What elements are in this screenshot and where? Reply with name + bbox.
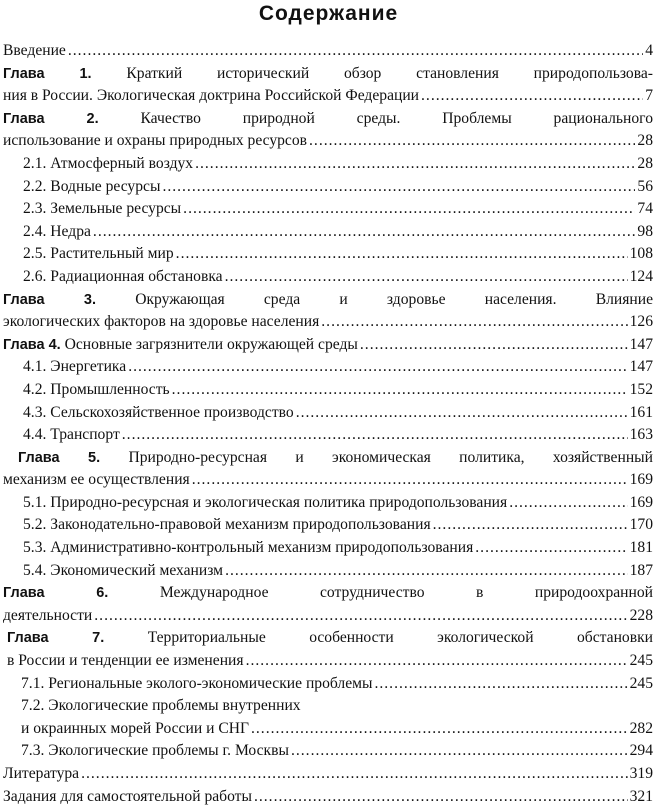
toc-entry-text: Качество природной среды. Проблемы рационального — [140, 109, 653, 127]
leader-dots — [195, 153, 635, 176]
toc-entry-text: Международное сотрудничество в природоохранной — [159, 584, 653, 602]
toc-entry-text: и окраинных морей России и СНГ — [21, 719, 249, 737]
toc-entry-text: 2.6. Радиационная обстановка — [23, 267, 223, 285]
toc-page-number: 294 — [629, 742, 653, 760]
toc-page-number: 74 — [637, 200, 653, 218]
chapter-label: Глава 4. — [3, 336, 61, 353]
toc-entry-text: в России и тенденции ее изменения — [7, 652, 244, 670]
toc-entry-section-2-4[interactable] — [3, 221, 653, 244]
toc-entry-text: 2.1. Атмосферный воздух — [23, 154, 194, 172]
leader-dots — [291, 740, 628, 763]
toc-page-number: 181 — [629, 539, 653, 557]
chapter-label: Глава 2. — [3, 110, 99, 127]
toc-entry-section-7-3[interactable] — [3, 740, 653, 763]
toc-entry-text: механизм ее осуществления — [3, 471, 190, 489]
leader-dots — [81, 763, 628, 786]
toc-entry-chapter-5[interactable] — [3, 447, 653, 492]
toc-page-number: 245 — [629, 652, 653, 670]
chapter-label: Глава 7. — [7, 630, 105, 647]
toc-entry-text: 2.3. Земельные ресурсы — [23, 200, 182, 218]
toc-entry-text: экологических факторов на здоровье населения — [3, 313, 320, 331]
leader-dots — [254, 786, 628, 808]
leader-dots — [225, 560, 628, 583]
toc-entry-text: ния в России. Экологическая доктрина Российской Федерации — [3, 87, 420, 105]
toc-entry-text: использование и охраны природных ресурсов — [3, 132, 308, 150]
chapter-label: Глава 1. — [3, 65, 92, 82]
toc-entry-assignments[interactable] — [3, 786, 653, 808]
leader-dots — [225, 266, 628, 289]
toc-entry-section-7-2[interactable] — [3, 695, 653, 740]
toc-entry-chapter-4[interactable] — [3, 334, 653, 357]
toc-entry-chapter-1[interactable] — [3, 63, 653, 108]
toc-entry-text: 7.1. Региональные эколого-экономические проблемы — [21, 674, 373, 692]
toc-entry-text: 5.3. Административно-контрольный механизм природопользования — [23, 539, 474, 557]
toc-entry-text: 4.1. Энергетика — [23, 358, 127, 376]
toc-page-number: 7 — [645, 87, 653, 105]
leader-dots — [246, 650, 628, 673]
toc-page-number: 228 — [629, 606, 653, 624]
toc-page-number: 163 — [629, 426, 653, 444]
toc-page-number: 282 — [629, 719, 653, 737]
toc-page-number: 126 — [629, 313, 653, 331]
leader-dots — [162, 176, 635, 199]
toc-entry-text: Литература — [3, 765, 80, 782]
toc-entry-text: 2.2. Водные ресурсы — [23, 177, 161, 195]
toc-entry-text: 5.2. Законодательно-правовой механизм природопользования — [23, 516, 431, 534]
toc-page-number: 152 — [629, 380, 653, 398]
toc-entry-text: 5.1. Природно-ресурсная и экологическая политика природопользования — [23, 493, 508, 511]
toc-page-number: 56 — [637, 177, 653, 195]
toc-page-number: 321 — [629, 787, 653, 805]
toc-entry-chapter-2[interactable] — [3, 108, 653, 153]
toc-page-number: 4 — [645, 42, 653, 59]
toc-page-number: 147 — [629, 335, 653, 353]
leader-dots — [93, 221, 635, 244]
table-of-contents — [3, 40, 653, 808]
leader-dots — [128, 356, 627, 379]
leader-dots — [296, 402, 628, 425]
leader-dots — [309, 130, 635, 153]
toc-page-number: 124 — [629, 267, 653, 285]
leader-dots — [475, 537, 627, 560]
leader-dots — [192, 469, 628, 492]
toc-entry-section-5-4[interactable] — [3, 560, 653, 583]
toc-entry-text: Окружающая среда и здоровье населения. Влияние — [135, 290, 654, 308]
leader-dots — [509, 492, 627, 515]
toc-entry-chapter-3[interactable] — [3, 289, 653, 334]
leader-dots — [183, 198, 635, 221]
toc-entry-section-5-1[interactable] — [3, 492, 653, 515]
toc-page-number: 161 — [629, 403, 653, 421]
toc-page-number: 170 — [629, 516, 653, 534]
leader-dots — [251, 718, 628, 741]
leader-dots — [421, 85, 643, 108]
toc-entry-text: Введение — [3, 42, 66, 59]
toc-page-number: 169 — [629, 471, 653, 489]
toc-page-number: 187 — [629, 561, 653, 579]
toc-entry-chapter-7[interactable] — [3, 627, 653, 672]
toc-page-number: 319 — [629, 765, 653, 782]
toc-entry-section-2-3[interactable] — [3, 198, 653, 221]
toc-entry-text: 4.2. Промышленность — [23, 380, 170, 398]
leader-dots — [172, 379, 628, 402]
toc-entry-section-4-1[interactable] — [3, 356, 653, 379]
toc-entry-text: Задания для самостоятельной работы — [3, 787, 252, 805]
toc-entry-section-2-2[interactable] — [3, 176, 653, 199]
toc-page-number: 28 — [637, 132, 653, 150]
toc-page-number: 98 — [637, 222, 653, 240]
chapter-label: Глава 6. — [3, 585, 109, 602]
toc-entry-chapter-6[interactable] — [3, 582, 653, 627]
toc-entry-section-5-2[interactable] — [3, 514, 653, 537]
toc-entry-text: 2.4. Недра — [23, 222, 91, 240]
toc-entry-text: 4.3. Сельскохозяйственное производство — [23, 403, 294, 421]
toc-page-number: 245 — [629, 674, 653, 692]
toc-entry-introduction[interactable] — [3, 40, 653, 63]
toc-entry-text: Краткий исторический обзор становления природопользова- — [126, 64, 653, 82]
leader-dots — [176, 243, 628, 266]
leader-dots — [68, 40, 643, 63]
toc-entry-section-2-1[interactable] — [3, 153, 653, 176]
leader-dots — [360, 334, 628, 357]
chapter-label: Глава 3. — [3, 291, 96, 308]
toc-page-number: 28 — [637, 154, 653, 172]
page-title: Содержание — [258, 2, 399, 25]
toc-entry-text: 2.5. Растительный мир — [23, 245, 174, 263]
toc-entry-section-2-5[interactable] — [3, 243, 653, 266]
toc-entry-text: Природно-ресурсная и экономическая политика, хозяйственный — [128, 448, 653, 466]
toc-entry-text: 7.3. Экологические проблемы г. Москвы — [21, 742, 289, 760]
toc-entry-section-4-2[interactable] — [3, 379, 653, 402]
toc-entry-text: Территориальные особенности экологической обстановки — [147, 629, 653, 647]
toc-entry-text: 4.4. Транспорт — [23, 426, 120, 444]
toc-page-number: 147 — [629, 358, 653, 376]
leader-dots — [433, 514, 628, 537]
toc-entry-literature[interactable] — [3, 763, 653, 786]
leader-dots — [94, 605, 627, 628]
toc-entry-section-7-1[interactable] — [3, 673, 653, 696]
toc-entry-section-5-3[interactable] — [3, 537, 653, 560]
leader-dots — [374, 673, 627, 696]
toc-entry-section-4-4[interactable] — [3, 424, 653, 447]
toc-entry-text: 5.4. Экономический механизм — [23, 561, 224, 579]
toc-entry-section-4-3[interactable] — [3, 402, 653, 425]
leader-dots — [321, 311, 627, 334]
toc-entry-text: 7.2. Экологические проблемы внутренних — [21, 697, 301, 715]
toc-entry-text: деятельности — [3, 606, 93, 624]
toc-page-number: 108 — [629, 245, 653, 263]
toc-page-number: 169 — [629, 493, 653, 511]
chapter-label: Глава 5. — [18, 449, 101, 466]
toc-entry-section-2-6[interactable] — [3, 266, 653, 289]
leader-dots — [122, 424, 628, 447]
toc-entry-text: Основные загрязнители окружающей среды — [64, 335, 358, 353]
